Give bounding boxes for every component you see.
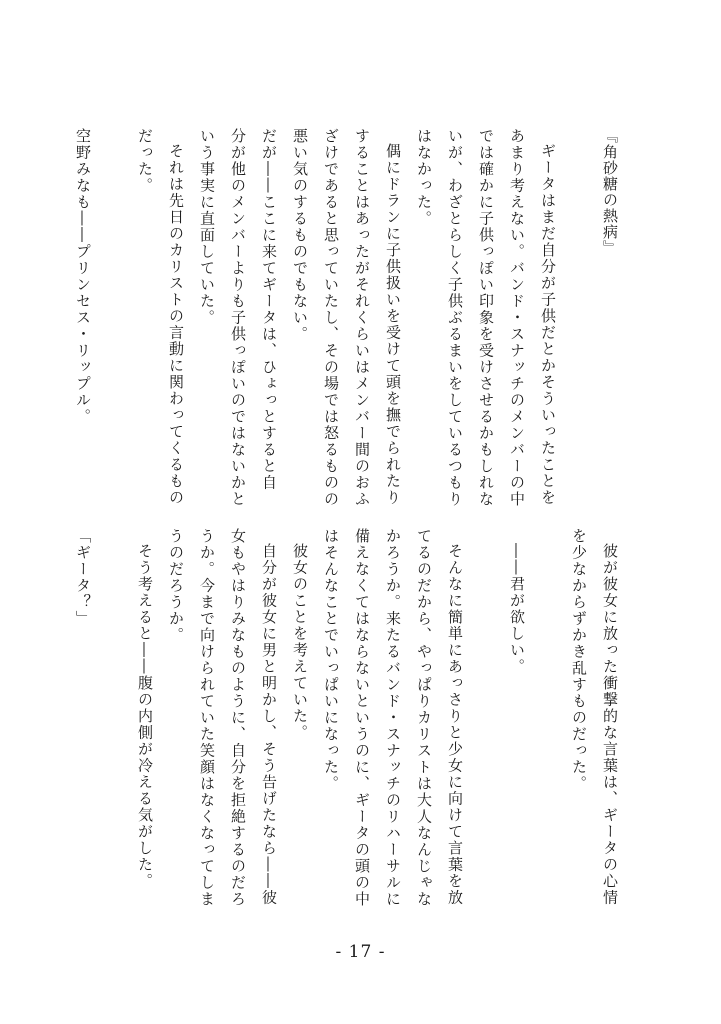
blank-line bbox=[98, 528, 129, 918]
text-line: かろうか。来たるバンド・スナッチのリハーサルに bbox=[384, 528, 402, 908]
text-line: てるのだから、やっぱりカリストは大人なんじゃな bbox=[415, 528, 433, 908]
text-line: だった。 bbox=[136, 128, 154, 194]
text-line: 悪い気のするものでもない。 bbox=[291, 128, 309, 343]
text-line: 備えなくてはならないというのに、ギータの頭の中 bbox=[353, 528, 371, 908]
text-line: そう考えると――腹の内側が冷える気がした。 bbox=[136, 543, 154, 890]
text-line: することはあったがそれくらいはメンバー間のおふ bbox=[353, 128, 371, 508]
text-line: 彼女のことを考えていた。 bbox=[291, 543, 309, 741]
blank-line bbox=[532, 528, 563, 918]
text-line: そんなに簡単にあっさりと少女に向けて言葉を放 bbox=[446, 543, 464, 906]
text-line: 彼が彼女に放った衝撃的な言葉は、ギータの心情 bbox=[601, 543, 619, 906]
text-line: いが、わざとらしく子供ぶるまいをしているつもり bbox=[446, 128, 464, 508]
blank-line bbox=[470, 528, 501, 918]
text-line: 女もやはりみなものように、自分を拒絶するのだろ bbox=[229, 528, 247, 908]
lower-text-block bbox=[67, 528, 625, 918]
text-line: それは先日のカリストの言動に関わってくるもの bbox=[167, 143, 185, 506]
text-line: 偶にドランに子供扱いを受けて頭を撫でられたり bbox=[384, 143, 402, 506]
text-line: 空野みなも――プリンセス・リップル。 bbox=[74, 128, 92, 425]
blank-line bbox=[98, 128, 129, 508]
text-line: 「ギータ？」 bbox=[74, 528, 92, 627]
text-line: 自分が彼女に男と明かし、そう告げたなら――彼 bbox=[260, 543, 278, 906]
text-line: ざけであると思っていたし、その場では怒るものの bbox=[322, 128, 340, 508]
text-line: だが――ここに来てギータは、ひょっとすると自 bbox=[260, 128, 278, 491]
text-line: を少なからずかき乱すものだった。 bbox=[570, 528, 588, 792]
text-line: いう事実に直面していた。 bbox=[198, 128, 216, 326]
text-line: では確かに子供っぽい印象を受けさせるかもしれな bbox=[477, 128, 495, 508]
text-line: あまり考えない。バンド・スナッチのメンバーの中 bbox=[508, 128, 526, 508]
text-line: 分が他のメンバーよりも子供っぽいのではないかと bbox=[229, 128, 247, 508]
text-line: ――君が欲しい。 bbox=[508, 543, 526, 675]
text-line: ギータはまだ自分が子供だとかそういったことを bbox=[539, 143, 557, 506]
story-title: 『角砂糖の熱病』 bbox=[601, 128, 619, 256]
text-line: はそんなことでいっぱいになった。 bbox=[322, 528, 340, 792]
text-line: はなかった。 bbox=[415, 128, 433, 227]
blank-line bbox=[563, 128, 594, 508]
upper-text-block bbox=[67, 128, 625, 508]
text-line: うか。今まで向けられていた笑顔はなくなってしま bbox=[198, 528, 216, 908]
page-number: - 17 - bbox=[335, 942, 386, 962]
text-line: うのだろうか。 bbox=[167, 528, 185, 644]
